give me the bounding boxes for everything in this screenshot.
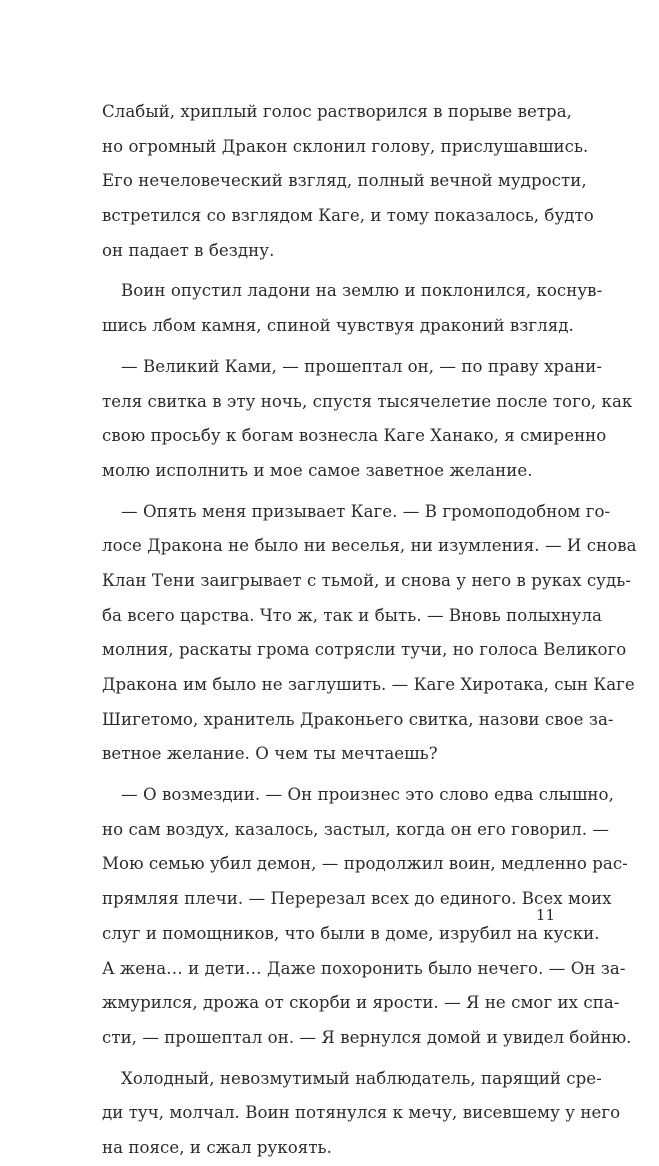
text-line: Воин опустил ладони на землю и поклонился, коснув- — [121, 281, 603, 301]
text-line: теля свитка в эту ночь, спустя тысячелетие после того, как — [102, 391, 633, 411]
text-line: молю исполнить и мое самое заветное желание. — [102, 460, 533, 480]
text-line: на поясе, и сжал рукоять. — [102, 1137, 332, 1157]
paragraph-3 — [102, 350, 633, 489]
text-line: прямляя плечи. — Перерезал всех до единого. Всех моих — [102, 889, 612, 909]
text-line: молния, раскаты грома сотрясли тучи, но голоса Великого — [102, 640, 627, 660]
paragraph-5 — [102, 778, 632, 1056]
text-line: ди туч, молчал. Воин потянулся к мечу, висевшему у него — [102, 1103, 621, 1123]
text-line: но сам воздух, казалось, застыл, когда он его говорил. — — [102, 819, 610, 839]
text-line: — Опять меня призывает Каге. — В громоподобном го- — [121, 501, 611, 521]
paragraph-2 — [102, 274, 603, 343]
text-line: свою просьбу к богам вознесла Каге Ханако, я смиренно — [102, 426, 607, 446]
body-text — [102, 95, 637, 1166]
text-line: но огромный Дракон склонил голову, прислушавшись. — [102, 136, 589, 156]
text-line: Его нечеловеческий взгляд, полный вечной мудрости, — [102, 171, 587, 191]
text-line: Клан Тени заигрывает с тьмой, и снова у него в руках судь- — [102, 570, 631, 590]
text-line: — О возмездии. — Он произнес это слово едва слышно, — [121, 785, 614, 805]
text-line: Слабый, хриплый голос растворился в порыве ветра, — [102, 102, 572, 121]
text-line: ба всего царства. Что ж, так и быть. — Вновь полыхнула — [102, 605, 602, 625]
paragraph-1 — [102, 95, 594, 268]
text-line: встретился со взглядом Каге, и тому показалось, будто — [102, 206, 594, 226]
text-line: он падает в бездну. — [102, 240, 275, 260]
text-line: А жена… и дети… Даже похоронить было нечего. — Он за- — [102, 958, 626, 978]
text-line: Дракона им было не заглушить. — Каге Хиротака, сын Каге — [102, 675, 635, 694]
text-line: Холодный, невозмутимый наблюдатель, парящий сре- — [121, 1068, 602, 1088]
text-line: шись лбом камня, спиной чувствуя драконий взгляд. — [102, 316, 574, 336]
paragraph-6 — [102, 1062, 621, 1166]
paragraph-4 — [102, 495, 637, 773]
text-line: сти, — прошептал он. — Я вернулся домой и увидел бойню. — [102, 1027, 632, 1047]
text-line: — Великий Ками, — прошептал он, — по праву храни- — [121, 356, 603, 376]
page-number: 11 — [535, 906, 555, 924]
text-line: жмурился, дрожа от скорби и ярости. — Я не смог их спа- — [102, 993, 620, 1013]
text-line: Шигетомо, хранитель Драконьего свитка, назови свое за- — [102, 709, 614, 729]
text-line: лосе Дракона не было ни веселья, ни изумления. — И снова — [102, 536, 637, 556]
text-line: Мою семью убил демон, — продолжил воин, медленно рас- — [102, 854, 628, 874]
text-line: ветное желание. О чем ты мечтаешь? — [102, 744, 438, 764]
text-line: слуг и помощников, что были в доме, изрубил на куски. — [102, 923, 600, 943]
